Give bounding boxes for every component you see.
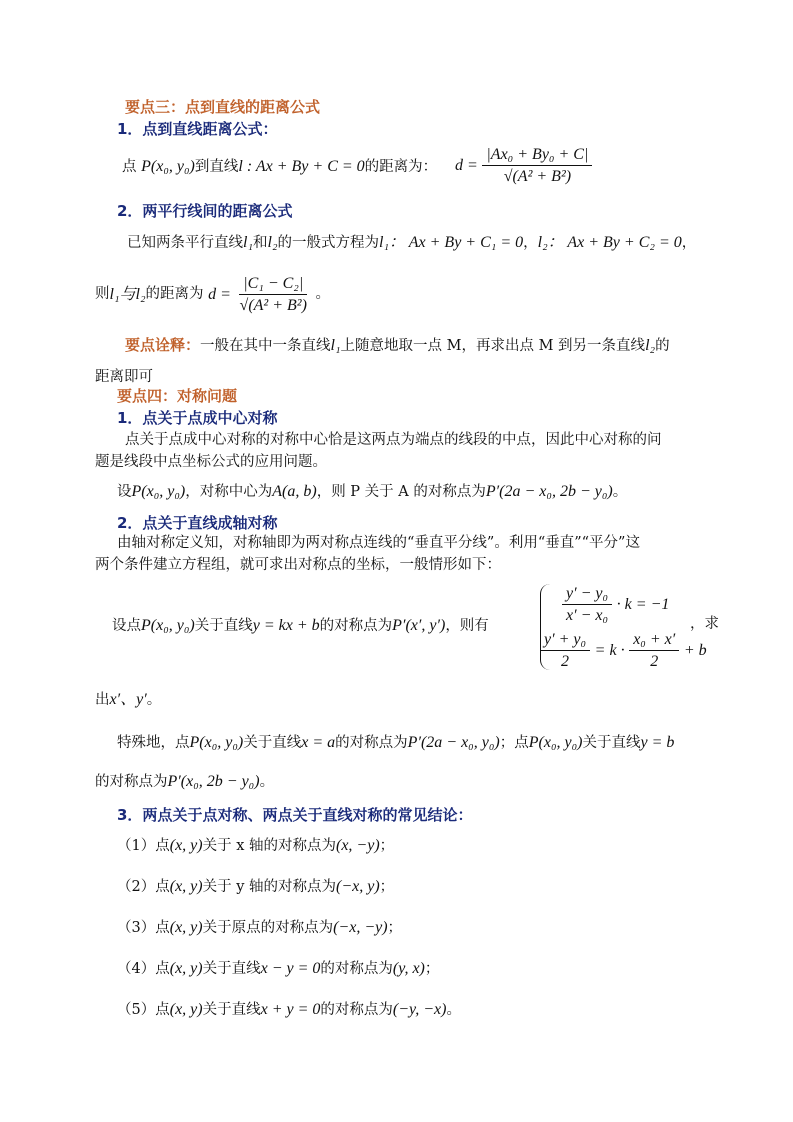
text: 关于直线: [202, 1002, 261, 1018]
list-item: [117, 918, 402, 937]
math-point: (x, y): [169, 878, 203, 895]
text: 的对称点为: [319, 618, 393, 634]
text: 。: [146, 692, 162, 708]
text: 关于 y 轴的对称点为: [202, 879, 337, 895]
text: 和: [253, 235, 268, 251]
text: 关于 x 轴的对称点为: [202, 838, 336, 854]
system-eq1: [562, 584, 669, 625]
text: 。: [259, 774, 275, 790]
text: ；点: [499, 735, 529, 751]
math-result: P′(2a − x₀, 2b − y₀): [485, 483, 613, 500]
math-result: (−x, y): [336, 878, 380, 895]
text: 。: [446, 1002, 461, 1018]
math-line: y = kx + b: [252, 617, 320, 634]
text: 一般在其中一条直线: [200, 338, 331, 354]
text: 到直线: [194, 159, 239, 175]
math-unknowns: x′、y′: [109, 691, 147, 708]
item-number: （2）点: [117, 879, 170, 895]
math-line: x − y = 0: [260, 960, 321, 977]
text: 关于直线: [243, 735, 302, 751]
text: 已知两条平行直线: [127, 235, 243, 251]
list-item: [117, 1000, 461, 1019]
text: 关于原点的对称点为: [202, 920, 334, 936]
paragraph-line: 题是线段中点坐标公式的应用问题。: [95, 454, 327, 470]
math-l1: l₁: [243, 234, 254, 251]
numerator: y′ − y₀: [562, 584, 612, 605]
math-rhs: · k = −1: [616, 596, 670, 614]
math-line: x + y = 0: [260, 1001, 321, 1018]
parallel-distance-formula: [95, 274, 330, 315]
math-result: (x, −y): [336, 837, 380, 854]
text: 的对称点为: [95, 774, 168, 790]
text: 设: [117, 484, 132, 500]
numerator: y′ + y₀: [540, 630, 590, 651]
text: 的距离为：: [364, 159, 438, 175]
system-eq2: [540, 630, 707, 671]
subheading-axial-symmetry: 2．点关于直线成轴对称: [117, 514, 278, 532]
math-l2: l₂: [267, 234, 278, 251]
paragraph-line: 由轴对称定义知，对称轴即为两对称点连线的“垂直平分线”。利用“垂直”“平分”这: [117, 535, 640, 551]
denominator: 2: [561, 653, 570, 671]
item-number: （3）点: [117, 920, 170, 936]
text: 的对称点为: [320, 961, 393, 977]
text: 出: [95, 692, 110, 708]
math-point: P(x₀, y₀): [141, 158, 195, 175]
fraction: [562, 584, 612, 625]
math-eq2: l₂： Ax + By + C₂ = 0: [537, 234, 682, 251]
solve-for: [95, 690, 161, 709]
denominator: 2: [650, 653, 659, 671]
list-item: [117, 836, 394, 855]
denominator: √(A² + B²): [239, 297, 307, 315]
math-result: P′(x₀, 2b − y₀): [167, 773, 260, 790]
math-point: (x, y): [169, 837, 203, 854]
key-note: [125, 336, 670, 355]
paragraph-line: 点关于点成中心对称的对称中心恰是这两点为端点的线段的中点，因此中心对称的问: [125, 432, 662, 448]
text: 则: [95, 285, 110, 302]
math-point: P(x₀, y₀): [528, 734, 583, 751]
math-d: d =: [208, 286, 231, 304]
text: ，则有: [445, 618, 489, 634]
math-result: (y, x): [392, 960, 425, 977]
math-point: P(x₀, y₀): [131, 483, 186, 500]
text: 设点: [112, 618, 141, 634]
denominator: √(A² + B²): [503, 168, 572, 186]
text: 的: [655, 338, 670, 354]
key-note-cont: 距离即可: [95, 369, 153, 385]
fraction-distance: [455, 145, 592, 186]
item-number: （1）点: [117, 838, 170, 854]
list-item: [117, 959, 439, 978]
paragraph-line: 两个条件建立方程组，就可求出对称点的坐标，一般情形如下：: [95, 557, 501, 573]
math-rel: l₁与l₂: [109, 286, 146, 304]
text: 关于直线: [194, 618, 253, 634]
text: ，则 P 关于 A 的对称点为: [316, 484, 486, 500]
fraction: [236, 274, 311, 315]
math-center: A(a, b): [272, 483, 317, 500]
text: 的距离为: [145, 285, 204, 302]
numerator: |Ax₀ + By₀ + C|: [482, 145, 592, 166]
text: ，: [523, 235, 538, 251]
math-eq1: l₁： Ax + By + C₁ = 0: [379, 234, 524, 251]
math-point: (x, y): [169, 1001, 203, 1018]
denominator: x′ − x₀: [566, 607, 609, 625]
math-point: P(x₀, y₀): [189, 734, 244, 751]
section-heading-4: 要点四：对称问题: [117, 387, 238, 405]
math-point: P(x₀, y₀): [141, 617, 195, 634]
text: ，对称中心为: [185, 484, 273, 500]
math-rhs: + b: [683, 642, 707, 660]
text: 的一般式方程为: [277, 235, 380, 251]
note-label: 要点诠释：: [125, 336, 201, 354]
math-result: (−x, −y): [333, 919, 388, 936]
special-case-line1: [117, 733, 674, 752]
math-point: (x, y): [169, 960, 203, 977]
text-qiu: ，求: [690, 616, 719, 632]
special-case-line2: [95, 772, 274, 791]
parallel-lines-equations: [127, 233, 696, 252]
text: 上随意地取一点 M，再求出点 M 到另一条直线: [340, 338, 646, 354]
text: 的对称点为: [335, 735, 408, 751]
list-item: [117, 877, 394, 896]
fraction: [482, 145, 592, 186]
item-number: （5）点: [117, 1002, 170, 1018]
text: 点: [122, 159, 142, 175]
text: ；: [424, 961, 440, 977]
axial-symmetry-setup: [112, 616, 489, 635]
item-number: （4）点: [117, 961, 170, 977]
text: ；: [379, 879, 395, 895]
subheading-central-symmetry: 1．点关于点成中心对称: [117, 409, 278, 427]
fraction: [540, 630, 590, 671]
text: 的对称点为: [320, 1002, 393, 1018]
math-result: P′(2a − x₀, y₀): [407, 734, 500, 751]
central-symmetry-formula: [117, 482, 627, 501]
fraction: [629, 630, 679, 671]
numerator: x₀ + x′: [629, 630, 679, 651]
math-line: y = b: [640, 734, 675, 751]
text: ；: [387, 920, 403, 936]
text: 特殊地，点: [117, 735, 190, 751]
formula-point-line-distance: [122, 157, 437, 176]
math-l2: l₂: [645, 337, 656, 354]
text: ，: [681, 235, 697, 251]
text: 。: [315, 285, 331, 302]
text: ；: [379, 838, 395, 854]
math-result: (−y, −x): [392, 1001, 447, 1018]
math-l1: l₁: [330, 337, 341, 354]
section-heading-3: 要点三：点到直线的距离公式: [125, 98, 321, 116]
text: 。: [612, 484, 628, 500]
math-d: d =: [455, 157, 478, 175]
subheading-common-conclusions: 3．两点关于点对称、两点关于直线对称的常见结论：: [117, 806, 473, 824]
math-point: P′(x′, y′): [392, 617, 446, 634]
numerator: |C₁ − C₂|: [239, 274, 307, 295]
math-mid: = k ·: [594, 642, 625, 660]
subheading-parallel-distance: 2．两平行线间的距离公式: [117, 202, 293, 220]
math-line: l : Ax + By + C = 0: [238, 158, 365, 175]
math-point: (x, y): [169, 919, 203, 936]
subheading-distance-formula: 1．点到直线距离公式：: [117, 120, 278, 138]
math-line: x = a: [301, 734, 336, 751]
text: 关于直线: [202, 961, 261, 977]
text: 关于直线: [582, 735, 641, 751]
